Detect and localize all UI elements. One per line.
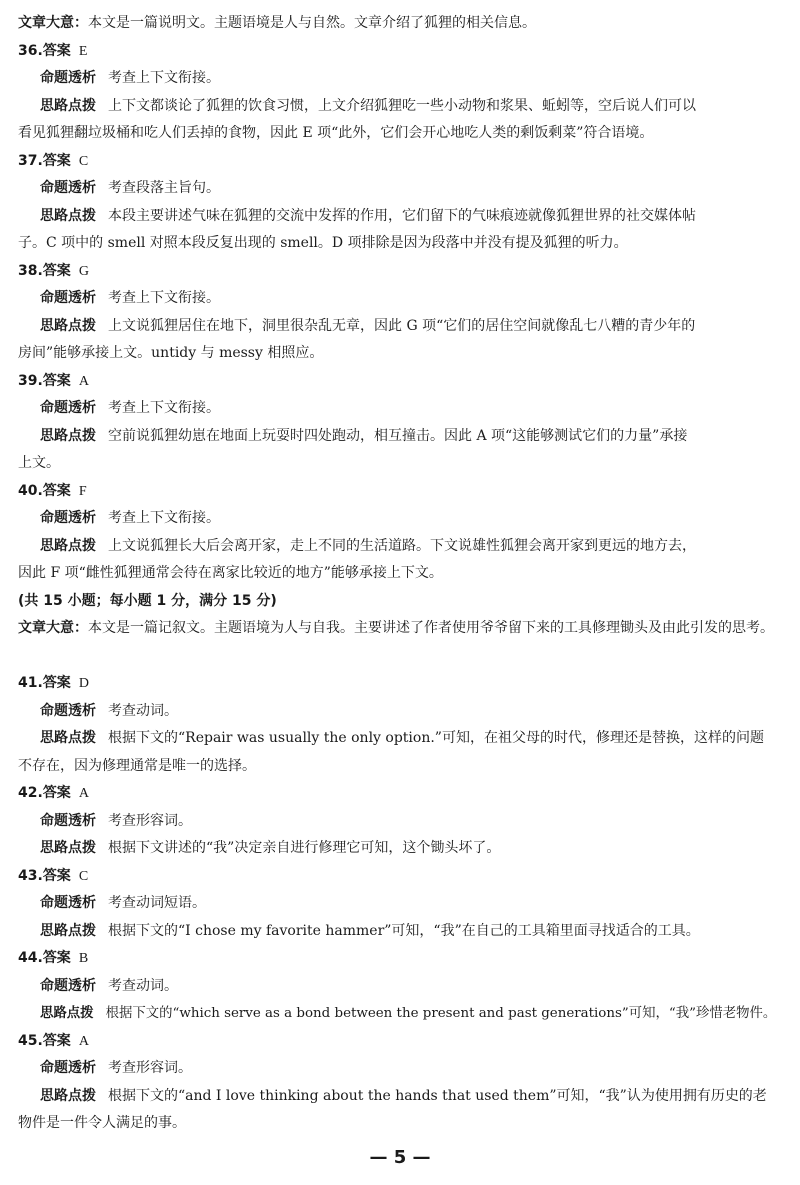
hint-text-line2: 上文。 (18, 455, 60, 471)
analysis-label: 命题透析 (40, 895, 96, 911)
answer-label: 答案 (42, 675, 71, 691)
hint-text-line1: 上文说狐狸长大后会离开家，走上不同的生活道路。下文说雄性狐狸会离开家到更远的地方去， (108, 537, 696, 554)
answer-letter: D (78, 676, 89, 691)
answer-row-36 (18, 38, 782, 66)
hint-cont-37 (18, 230, 782, 258)
answer-row-41 (18, 670, 782, 698)
analysis-text: 考查形容词。 (108, 1060, 192, 1076)
hint-label: 思路点拨 (40, 427, 96, 444)
question-number: 36. (18, 42, 43, 59)
page-number: — 5 — (369, 1147, 431, 1168)
hint-text-line1: 根据下文的“I chose my favorite hammer”可知，“我”在自己的工具箱里面寻找适合的工具。 (108, 922, 700, 939)
summary-label: 文章大意： (18, 620, 88, 636)
passage-summary-2 (18, 615, 782, 670)
answer-row-40 (18, 478, 782, 506)
question-number: 43. (18, 867, 43, 884)
hint-text-line2: 看见狐狸翻垃圾桶和吃人们丢掉的食物，因此 E 项“此外，它们会开心地吃人类的剩饭剩菜”符合语境。 (18, 125, 654, 141)
answer-label: 答案 (42, 372, 71, 389)
answer-label: 答案 (42, 785, 71, 801)
hint-row-41 (18, 725, 782, 753)
answer-letter: A (78, 373, 89, 389)
analysis-text: 考查段落主旨句。 (108, 180, 220, 196)
analysis-row-42 (18, 808, 782, 836)
hint-row-44 (18, 1000, 782, 1028)
hint-text-line1: 上文说狐狸居住在地下，洞里很杂乱无章，因此 G 项“它们的居住空间就像乱七八糟的青少年的 (108, 317, 696, 334)
hint-row-40 (18, 533, 782, 561)
hint-label: 思路点拨 (40, 537, 96, 554)
hint-row-39 (18, 423, 782, 451)
answer-label: 答案 (42, 262, 71, 279)
analysis-row-41 (18, 698, 782, 726)
analysis-label: 命题透析 (40, 510, 96, 526)
hint-text-line1: 根据下文的“which serve as a bond between the present and past generations”可知，“我”珍惜老物件。 (105, 1006, 777, 1021)
hint-text-line1: 根据下文的“and I love thinking about the hands that used them”可知，“我”认为使用拥有历史的老 (108, 1087, 767, 1104)
analysis-label: 命题透析 (40, 290, 96, 306)
hint-label: 思路点拨 (40, 922, 96, 939)
analysis-text: 考查上下文衔接。 (108, 290, 220, 306)
hint-text-line2: 物件是一件令人满足的事。 (18, 1115, 186, 1131)
summary-label: 文章大意： (18, 15, 88, 31)
hint-label: 思路点拨 (40, 840, 96, 856)
analysis-text: 考查上下文衔接。 (108, 510, 220, 526)
answer-row-42 (18, 780, 782, 808)
hint-label: 思路点拨 (40, 207, 96, 224)
hint-text-line2: 因此 F 项“雌性狐狸通常会待在离家比较近的地方”能够承接上下文。 (18, 565, 443, 581)
answer-row-44 (18, 945, 782, 973)
answer-letter: A (78, 786, 89, 801)
hint-text-line2: 不存在，因为修理通常是唯一的选择。 (18, 757, 256, 774)
question-number: 42. (18, 785, 43, 801)
hint-label: 思路点拨 (40, 97, 96, 114)
analysis-label: 命题透析 (40, 977, 96, 994)
hint-text-line1: 根据下文的“Repair was usually the only option.”可知，在祖父母的时代，修理还是替换，这样的问题 (108, 730, 764, 746)
hint-text-line1: 上下文都谈论了狐狸的饮食习惯，上文介绍狐狸吃一些小动物和浆果、蚯蚓等，空后说人们可以 (108, 97, 696, 114)
question-number: 37. (18, 152, 43, 169)
answer-row-39 (18, 368, 782, 396)
answer-row-43 (18, 863, 782, 891)
hint-cont-36 (18, 120, 782, 148)
question-number: 44. (18, 950, 43, 966)
answer-letter: F (78, 483, 87, 499)
hint-row-43 (18, 918, 782, 946)
answer-label: 答案 (42, 482, 71, 499)
analysis-text: 考查动词短语。 (108, 895, 206, 911)
hint-cont-40 (18, 560, 782, 588)
answer-row-37 (18, 148, 782, 176)
question-number: 41. (18, 675, 43, 691)
hint-cont-38 (18, 340, 782, 368)
analysis-label: 命题透析 (40, 1060, 96, 1076)
summary-text: 本文是一篇说明文。主题语境是人与自然。文章介绍了狐狸的相关信息。 (88, 15, 536, 31)
summary-text: 本文是一篇记叙文。主题语境为人与自我。主要讲述了作者使用爷爷留下来的工具修理锄头及由此引发的思考。 (88, 620, 774, 636)
question-number: 39. (18, 372, 43, 389)
hint-row-38 (18, 313, 782, 341)
analysis-label: 命题透析 (40, 70, 96, 86)
hint-row-45 (18, 1083, 782, 1111)
hint-label: 思路点拨 (40, 317, 96, 334)
hint-row-42 (18, 835, 782, 863)
hint-cont-41 (18, 753, 782, 781)
analysis-row-37 (18, 175, 782, 203)
analysis-text: 考查动词。 (108, 702, 178, 719)
answer-row-45 (18, 1028, 782, 1056)
analysis-label: 命题透析 (40, 812, 96, 829)
answer-label: 答案 (42, 1032, 71, 1049)
analysis-text: 考查上下文衔接。 (108, 70, 220, 86)
answer-row-38 (18, 258, 782, 286)
hint-label: 思路点拨 (40, 1006, 94, 1021)
question-number: 45. (18, 1032, 43, 1049)
question-number: 40. (18, 482, 43, 499)
question-number: 38. (18, 262, 43, 279)
analysis-label: 命题透析 (40, 702, 96, 719)
analysis-text: 考查上下文衔接。 (108, 400, 220, 416)
hint-text-line1: 空前说狐狸幼崽在地面上玩耍时四处跑动，相互撞击。因此 A 项“这能够测试它们的力量”承接 (108, 427, 688, 444)
analysis-row-43 (18, 890, 782, 918)
analysis-row-38 (18, 285, 782, 313)
analysis-row-36 (18, 65, 782, 93)
answer-letter: E (78, 43, 88, 59)
hint-row-36 (18, 93, 782, 121)
hint-label: 思路点拨 (40, 730, 96, 746)
passage-summary-1 (18, 10, 782, 38)
answer-letter: G (78, 263, 89, 279)
answer-letter: C (78, 868, 89, 884)
analysis-text: 考查动词。 (108, 977, 178, 994)
answer-letter: A (78, 1033, 89, 1049)
hint-row-37 (18, 203, 782, 231)
analysis-row-40 (18, 505, 782, 533)
hint-text-line1: 本段主要讲述气味在狐狸的交流中发挥的作用，它们留下的气味痕迹就像狐狸世界的社交媒体帖 (108, 207, 696, 224)
section-header: (共 15 小题；每小题 1 分，满分 15 分) (18, 592, 277, 609)
answer-label: 答案 (42, 42, 71, 59)
hint-text-line2: 房间”能够承接上文。untidy 与 messy 相照应。 (18, 345, 324, 361)
analysis-label: 命题透析 (40, 400, 96, 416)
answer-letter: B (78, 951, 89, 966)
hint-label: 思路点拨 (40, 1087, 96, 1104)
answer-label: 答案 (42, 152, 71, 169)
hint-text-line1: 根据下文讲述的“我”决定亲自进行修理它可知，这个锄头坏了。 (108, 840, 501, 856)
analysis-label: 命题透析 (40, 180, 96, 196)
answer-letter: C (78, 153, 89, 169)
hint-cont-45 (18, 1110, 782, 1138)
analysis-text: 考查形容词。 (108, 812, 192, 829)
hint-cont-39 (18, 450, 782, 478)
analysis-row-39 (18, 395, 782, 423)
answer-label: 答案 (42, 867, 71, 884)
answer-label: 答案 (42, 950, 71, 966)
analysis-row-45 (18, 1055, 782, 1083)
analysis-row-44 (18, 973, 782, 1001)
hint-text-line2: 子。C 项中的 smell 对照本段反复出现的 smell。D 项排除是因为段落中并没有提及狐狸的听力。 (18, 235, 628, 251)
